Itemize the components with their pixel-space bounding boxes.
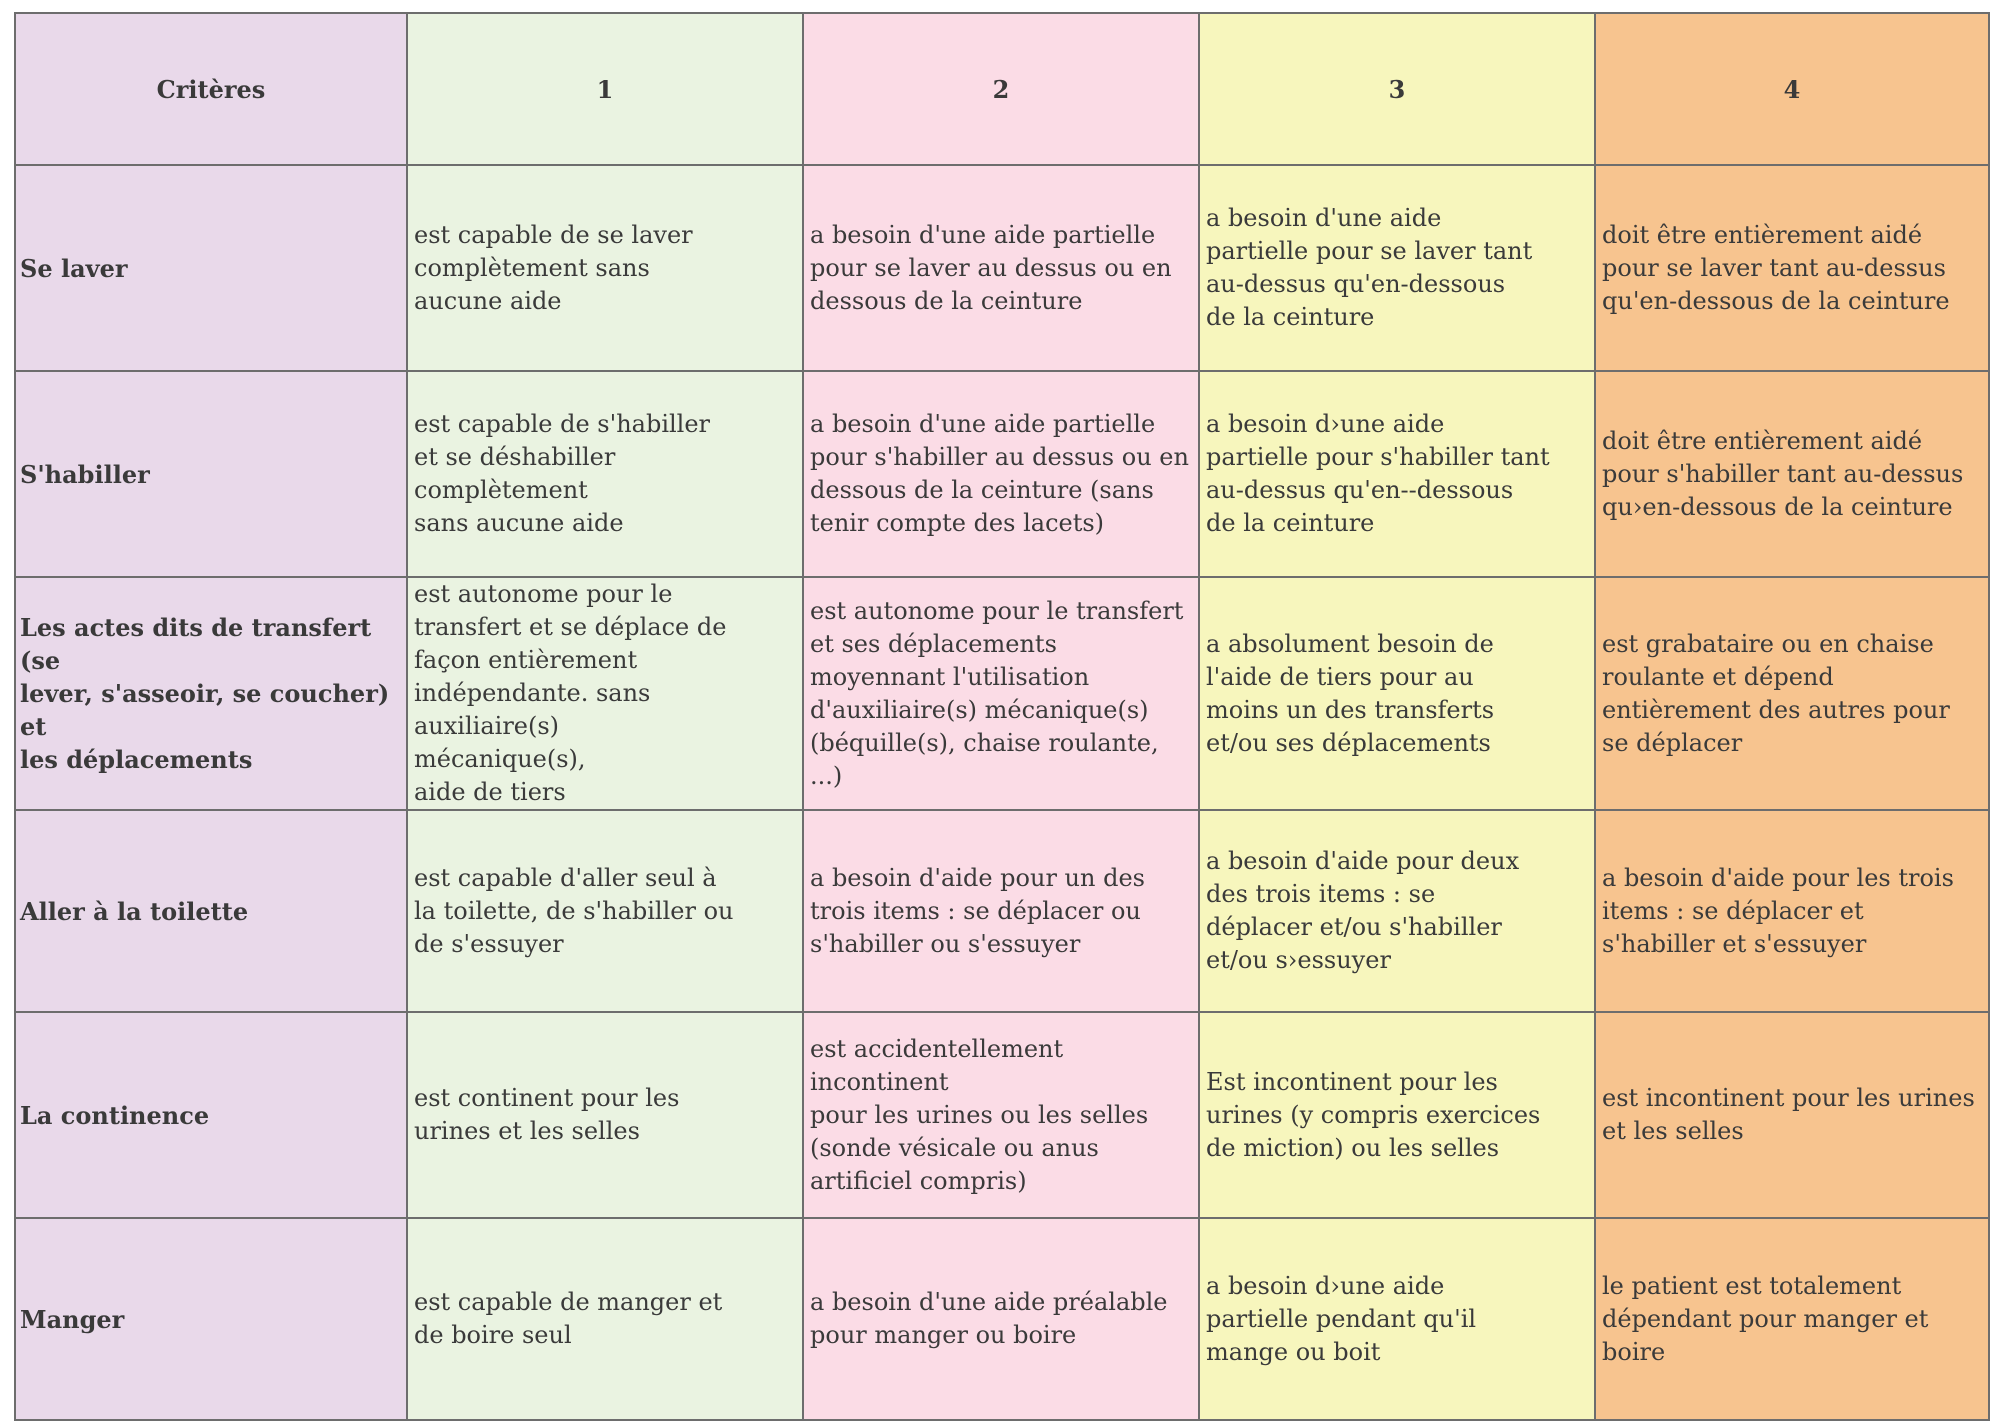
table-row-toilette	[15, 810, 1989, 1012]
table-header-row	[15, 13, 1989, 165]
table-row-se-laver	[15, 165, 1989, 371]
level-3-cell: a besoin d'aide pour deux des trois items : se déplacer et/ou s'habiller et/ou s›essuyer	[1199, 810, 1595, 1012]
table-row-s-habiller	[15, 371, 1989, 577]
level-4-cell: a besoin d'aide pour les trois items : se déplacer et s'habiller et s'essuyer	[1595, 810, 1989, 1012]
header-level-3: 3	[1199, 13, 1595, 165]
table-row-transfert	[15, 577, 1989, 810]
level-2-cell: est autonome pour le transfert et ses déplacements moyennant l'utilisation d'auxiliaire(s) mécanique(s) (béquille(s), chaise roulante, ...)	[803, 577, 1199, 810]
level-1-cell: est capable de manger et de boire seul	[407, 1218, 803, 1420]
criterion-label: S'habiller	[15, 371, 407, 577]
evaluation-table-wrapper	[14, 12, 1988, 1392]
level-2-cell: est accidentellement incontinent pour les urines ou les selles (sonde vésicale ou anus artificiel compris)	[803, 1012, 1199, 1218]
level-3-cell: Est incontinent pour les urines (y compris exercices de miction) ou les selles	[1199, 1012, 1595, 1218]
level-1-cell: est autonome pour le transfert et se déplace de façon entièrement indépendante. sans auxiliaire(s) mécanique(s), aide de tiers	[407, 577, 803, 810]
criterion-label: Manger	[15, 1218, 407, 1420]
level-4-cell: le patient est totalement dépendant pour manger et boire	[1595, 1218, 1989, 1420]
level-4-cell: doit être entièrement aidé pour s'habiller tant au-dessus qu›en-dessous de la ceinture	[1595, 371, 1989, 577]
dependency-criteria-table	[14, 12, 1990, 1421]
header-level-1: 1	[407, 13, 803, 165]
header-level-4: 4	[1595, 13, 1989, 165]
level-4-cell: est incontinent pour les urines et les selles	[1595, 1012, 1989, 1218]
criterion-label: La continence	[15, 1012, 407, 1218]
level-1-cell: est capable d'aller seul à la toilette, de s'habiller ou de s'essuyer	[407, 810, 803, 1012]
level-3-cell: a besoin d›une aide partielle pour s'habiller tant au-dessus qu'en--dessous de la ceinture	[1199, 371, 1595, 577]
level-1-cell: est capable de s'habiller et se déshabiller complètement sans aucune aide	[407, 371, 803, 577]
criterion-label: Se laver	[15, 165, 407, 371]
level-1-cell: est continent pour les urines et les selles	[407, 1012, 803, 1218]
criterion-label: Aller à la toilette	[15, 810, 407, 1012]
level-3-cell: a absolument besoin de l'aide de tiers pour au moins un des transferts et/ou ses déplacements	[1199, 577, 1595, 810]
criterion-label: Les actes dits de transfert (se lever, s'asseoir, se coucher) et les déplacements	[15, 577, 407, 810]
level-2-cell: a besoin d'une aide partielle pour s'habiller au dessus ou en dessous de la ceinture (sans tenir compte des lacets)	[803, 371, 1199, 577]
header-criteria: Critères	[15, 13, 407, 165]
level-2-cell: a besoin d'aide pour un des trois items : se déplacer ou s'habiller ou s'essuyer	[803, 810, 1199, 1012]
level-2-cell: a besoin d'une aide préalable pour manger ou boire	[803, 1218, 1199, 1420]
level-1-cell: est capable de se laver complètement sans aucune aide	[407, 165, 803, 371]
header-level-2: 2	[803, 13, 1199, 165]
level-2-cell: a besoin d'une aide partielle pour se laver au dessus ou en dessous de la ceinture	[803, 165, 1199, 371]
level-3-cell: a besoin d›une aide partielle pendant qu'il mange ou boit	[1199, 1218, 1595, 1420]
level-3-cell: a besoin d'une aide partielle pour se laver tant au-dessus qu'en-dessous de la ceinture	[1199, 165, 1595, 371]
table-row-manger	[15, 1218, 1989, 1420]
level-4-cell: est grabataire ou en chaise roulante et dépend entièrement des autres pour se déplacer	[1595, 577, 1989, 810]
table-row-continence	[15, 1012, 1989, 1218]
level-4-cell: doit être entièrement aidé pour se laver tant au-dessus qu'en-dessous de la ceinture	[1595, 165, 1989, 371]
